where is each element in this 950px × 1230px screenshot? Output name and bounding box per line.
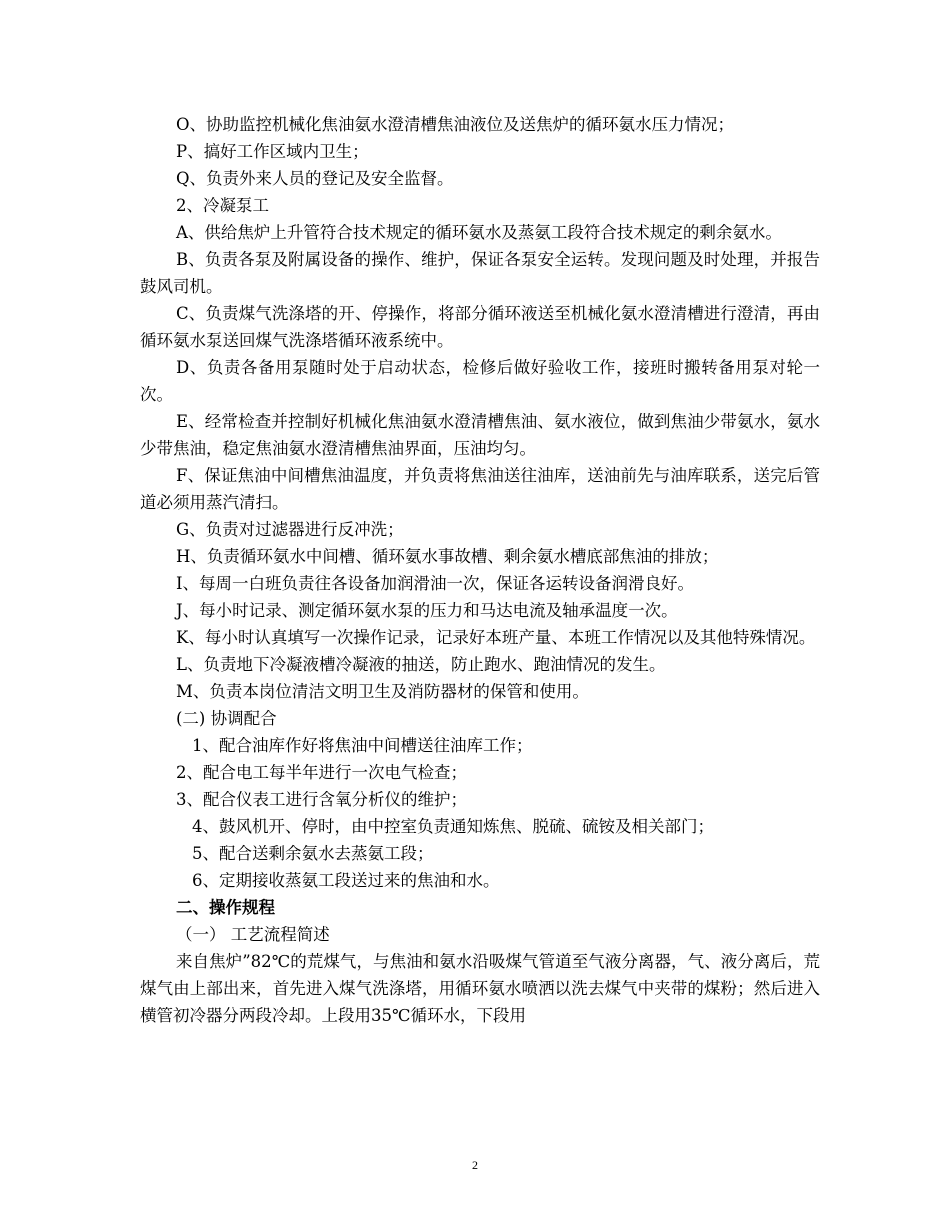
page-number: 2: [472, 1158, 478, 1172]
section-heading-coordination: (二) 协调配合: [176, 709, 277, 728]
coordination-item-1: 1、配合油库作好将焦油中间槽送往油库工作；: [192, 736, 533, 755]
coordination-item-4: 4、鼓风机开、停时，由中控室负责通知炼焦、脱硫、硫铵及相关部门；: [192, 817, 714, 836]
paragraph-item-d: D、负责各备用泵随时处于启动状态，检修后做好验收工作，接班时搬转备用泵对轮一次。: [140, 358, 820, 404]
paragraph-item-q: Q、负责外来人员的登记及安全监督。: [176, 169, 454, 188]
paragraph-item-j: J、每小时记录、测定循环氨水泵的压力和马达电流及轴承温度一次。: [176, 601, 678, 620]
paragraph-item-b: B、负责各泵及附属设备的操作、维护，保证各泵安全运转。发现问题及时处理，并报告鼓风司机。: [140, 250, 820, 296]
paragraph-item-g: G、负责对过滤器进行反冲洗；: [176, 520, 404, 539]
paragraph-item-k: K、每小时认真填写一次操作记录，记录好本班产量、本班工作情况以及其他特殊情况。: [176, 628, 816, 647]
section-heading-operating-procedures: 二、操作规程: [176, 898, 275, 917]
section-heading-condensate-pump: 2、冷凝泵工: [176, 196, 269, 215]
coordination-item-6: 6、定期接收蒸氨工段送过来的焦油和水。: [192, 871, 500, 890]
paragraph-item-h: H、负责循环氨水中间槽、循环氨水事故槽、剩余氨水槽底部焦油的排放；: [176, 547, 719, 566]
coordination-item-3: 3、配合仪表工进行含氧分析仪的维护；: [176, 790, 467, 809]
paragraph-item-f: F、保证焦油中间槽焦油温度，并负责将焦油送往油库，送油前先与油库联系，送完后管道必须用蒸汽清扫。: [140, 466, 820, 512]
coordination-item-5: 5、配合送剩余氨水去蒸氨工段；: [192, 844, 434, 863]
paragraph-item-m: M、负责本岗位清洁文明卫生及消防器材的保管和使用。: [176, 682, 589, 701]
paragraph-item-p: P、搞好工作区域内卫生；: [176, 142, 369, 161]
paragraph-item-o: O、协助监控机械化焦油氨水澄清槽焦油液位及送焦炉的循环氨水压力情况；: [176, 115, 735, 134]
process-flow-paragraph: 来自焦炉”82℃的荒煤气，与焦油和氨水沿吸煤气管道至气液分离器，气、液分离后，荒煤气由上部出来，首先进入煤气洗涤塔，用循环氨水喷洒以洗去煤气中夹带的煤粉；然后进入横管初冷器分两段冷却。上段用35℃循环水，下段用: [140, 952, 820, 1025]
subsection-heading-process-flow: （一） 工艺流程简述: [176, 925, 330, 944]
paragraph-item-l: L、负责地下冷凝液槽冷凝液的抽送，防止跑水、跑油情况的发生。: [176, 655, 666, 674]
paragraph-item-a: A、供给焦炉上升管符合技术规定的循环氨水及蒸氨工段符合技术规定的剩余氨水。: [176, 223, 782, 242]
paragraph-item-c: C、负责煤气洗涤塔的开、停操作，将部分循环液送至机械化氨水澄清槽进行澄清，再由循环氨水泵送回煤气洗涤塔循环液系统中。: [140, 304, 820, 350]
paragraph-item-e: E、经常检查并控制好机械化焦油氨水澄清槽焦油、氨水液位，做到焦油少带氨水，氨水少带焦油，稳定焦油氨水澄清槽焦油界面，压油均匀。: [140, 412, 820, 458]
coordination-item-2: 2、配合电工每半年进行一次电气检查；: [176, 763, 467, 782]
document-body: [140, 111, 820, 1029]
paragraph-item-i: I、每周一白班负责往各设备加润滑油一次，保证各运转设备润滑良好。: [176, 574, 695, 593]
